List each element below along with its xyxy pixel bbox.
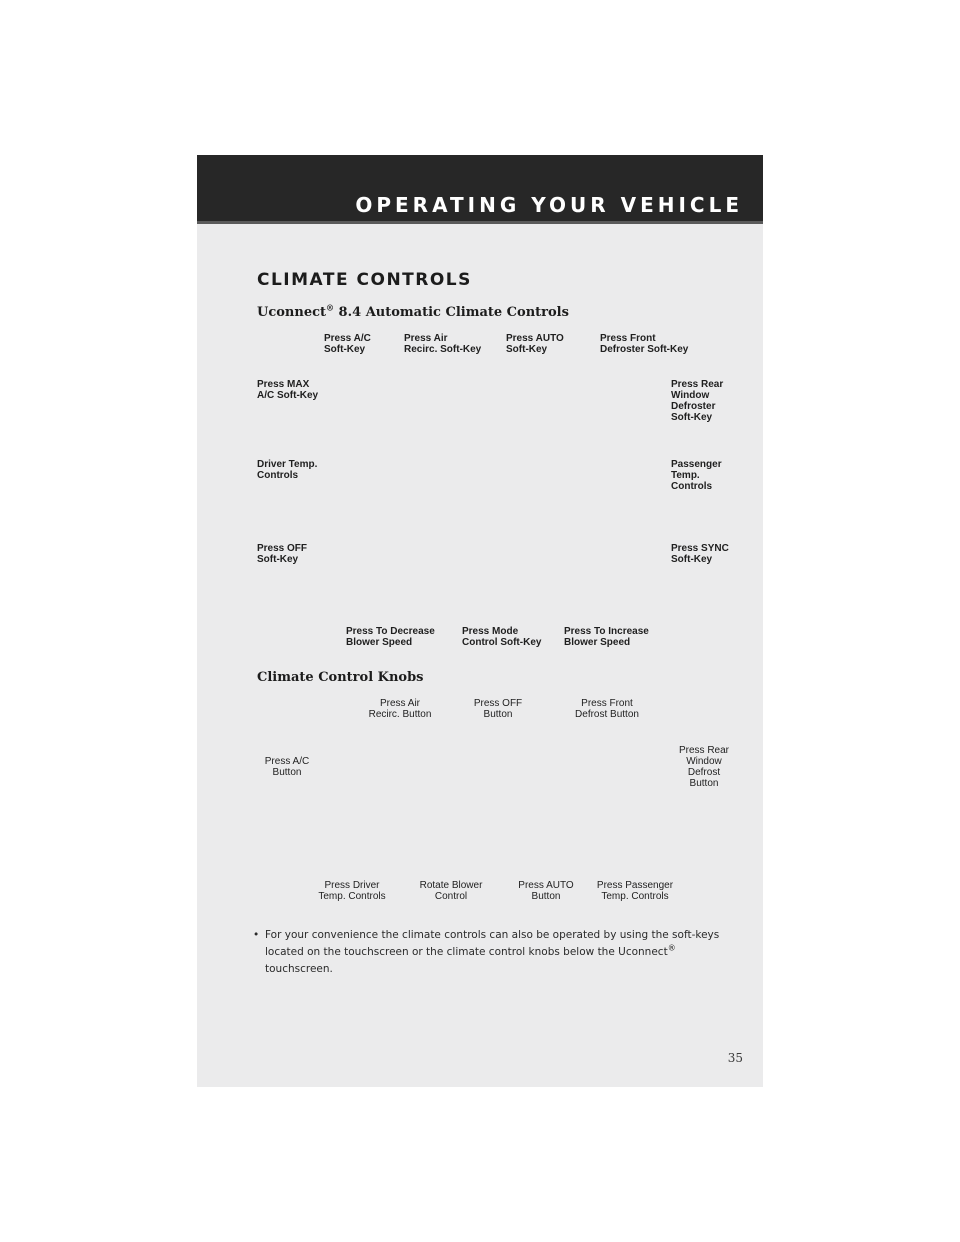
label-passenger-temp-controls: Passenger Temp. Controls	[671, 459, 722, 492]
label-rotate-blower-control: Rotate Blower Control	[419, 880, 483, 902]
label-passenger-temp-button: Press Passenger Temp. Controls	[596, 880, 674, 902]
label-ac-soft-key: Press A/C Soft-Key	[324, 333, 371, 355]
label-rear-window-defroster-soft-key: Press Rear Window Defroster Soft-Key	[671, 379, 724, 423]
label-front-defroster-soft-key: Press Front Defroster Soft-Key	[600, 333, 689, 355]
uconnect-heading	[257, 302, 569, 320]
uconnect-heading-prefix: Uconnect	[257, 305, 327, 320]
label-auto-soft-key: Press AUTO Soft-Key	[506, 333, 564, 355]
registered-mark: ®	[667, 943, 676, 953]
label-driver-temp-controls: Driver Temp. Controls	[257, 459, 318, 481]
uconnect-heading-suffix: 8.4 Automatic Climate Controls	[334, 305, 569, 320]
page-header	[197, 155, 763, 224]
knobs-heading: Climate Control Knobs	[257, 670, 424, 685]
label-front-defrost-button: Press Front Defrost Button	[575, 698, 639, 720]
label-rear-window-defrost-button: Press Rear Window Defrost Button	[678, 745, 729, 789]
label-ac-button: Press A/C Button	[264, 756, 310, 778]
manual-page	[197, 155, 763, 1087]
registered-mark: ®	[326, 302, 335, 313]
label-sync-soft-key: Press SYNC Soft-Key	[671, 543, 729, 565]
header-divider	[197, 221, 763, 224]
header-title: OPERATING YOUR VEHICLE	[355, 193, 743, 217]
bullet-text-part2: touchscreen.	[265, 963, 333, 975]
bullet-dot: •	[253, 929, 260, 941]
label-decrease-blower: Press To Decrease Blower Speed	[346, 626, 435, 648]
label-mode-control-soft-key: Press Mode Control Soft-Key	[462, 626, 542, 648]
bullet-paragraph	[253, 927, 735, 978]
label-air-recirc-button: Press Air Recirc. Button	[368, 698, 432, 720]
label-increase-blower: Press To Increase Blower Speed	[564, 626, 649, 648]
label-off-button: Press OFF Button	[473, 698, 523, 720]
label-max-ac-soft-key: Press MAX A/C Soft-Key	[257, 379, 319, 401]
label-air-recirc-soft-key: Press Air Recirc. Soft-Key	[404, 333, 482, 355]
page-number: 35	[727, 1051, 743, 1065]
bullet-text-part1: For your convenience the climate controls can also be operated by using the soft-keys located on the touchscreen or the climate control knobs below the Uconnect	[265, 929, 720, 958]
label-driver-temp-button: Press Driver Temp. Controls	[318, 880, 386, 902]
label-off-soft-key: Press OFF Soft-Key	[257, 543, 308, 565]
section-title: CLIMATE CONTROLS	[257, 270, 472, 290]
label-auto-button: Press AUTO Button	[518, 880, 574, 902]
